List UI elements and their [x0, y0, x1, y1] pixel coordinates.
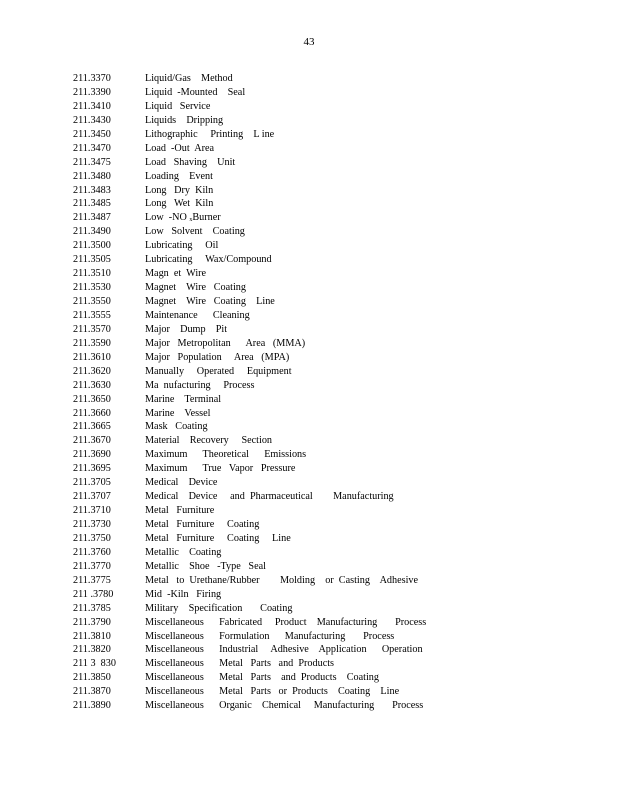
list-item [73, 156, 593, 170]
list-item [73, 184, 593, 198]
list-item [73, 588, 593, 602]
section-number: 211.3660 [73, 407, 111, 419]
list-item [73, 685, 593, 699]
defined-term: Magnet Wire Coating [145, 282, 246, 294]
defined-term: Marine Terminal [145, 393, 222, 405]
list-item [73, 225, 593, 239]
defined-term: Mid -Kiln Firing [145, 588, 222, 600]
section-number: 211.3690 [73, 449, 111, 461]
list-item [73, 602, 593, 616]
section-number: 211.3483 [73, 184, 111, 196]
section-number: 211.3670 [73, 435, 111, 447]
defined-term: Manually Operated Equipment [145, 365, 292, 377]
list-item [73, 351, 593, 365]
defined-term: Metal Furniture [145, 505, 215, 517]
list-item [73, 295, 593, 309]
defined-term: Metallic Coating [145, 546, 222, 558]
defined-term: Long Wet Kiln [145, 198, 214, 210]
list-item [73, 643, 593, 657]
section-number: 211.3790 [73, 616, 111, 628]
defined-term: Miscellaneous Industrial Adhesive Application Operation [145, 644, 423, 656]
section-number: 211.3610 [73, 351, 111, 363]
section-number: 211.3555 [73, 309, 111, 321]
section-number: 211.3710 [73, 505, 111, 517]
section-number: 211.3650 [73, 393, 111, 405]
defined-term: Liquid Service [145, 100, 211, 112]
list-item [73, 448, 593, 462]
defined-term: Long Dry Kiln [145, 184, 214, 196]
section-number: 211.3850 [73, 672, 111, 684]
list-item [73, 518, 593, 532]
defined-term: Magn et Wire [145, 268, 207, 280]
section-number: 211.3590 [73, 337, 111, 349]
section-number: 211.3490 [73, 226, 111, 238]
section-number: 211.3410 [73, 100, 111, 112]
list-item [73, 253, 593, 267]
defined-term: Miscellaneous Metal Parts and Products [145, 658, 335, 670]
defined-term: Miscellaneous Formulation Manufacturing Process [145, 630, 395, 642]
list-item [73, 393, 593, 407]
defined-term: Maximum Theoretical Emissions [145, 449, 307, 461]
list-item [73, 379, 593, 393]
defined-term: Metallic Shoe -Type Seal [145, 560, 266, 572]
list-item [73, 546, 593, 560]
list-item [73, 142, 593, 156]
section-number: 211.3760 [73, 546, 111, 558]
defined-term: Liquids Dripping [145, 114, 224, 126]
defined-term: Lubricating Oil [145, 240, 219, 252]
list-item [73, 239, 593, 253]
list-item [73, 616, 593, 630]
defined-term: Load -Out Area [145, 142, 215, 154]
list-item [73, 267, 593, 281]
definition-index-list [73, 72, 593, 713]
list-item [73, 128, 593, 142]
defined-term: Load Shaving Unit [145, 156, 236, 168]
defined-term: Maximum True Vapor Pressure [145, 463, 296, 475]
section-number: 211 .3780 [73, 588, 114, 600]
list-item [73, 434, 593, 448]
section-number: 211.3770 [73, 560, 111, 572]
section-number: 211.3475 [73, 156, 111, 168]
defined-term: Medical Device [145, 477, 218, 489]
section-number: 211.3665 [73, 421, 111, 433]
defined-term: Major Dump Pit [145, 323, 228, 335]
list-item [73, 504, 593, 518]
defined-term: Major Population Area (MPA) [145, 351, 290, 363]
section-number: 211.3620 [73, 365, 111, 377]
list-item [73, 490, 593, 504]
list-item [73, 170, 593, 184]
list-item [73, 72, 593, 86]
section-number: 211.3630 [73, 379, 111, 391]
section-number: 211.3705 [73, 477, 111, 489]
defined-term: Lubricating Wax/Compound [145, 254, 272, 266]
list-item [73, 420, 593, 434]
list-item [73, 560, 593, 574]
section-number: 211.3775 [73, 574, 111, 586]
list-item [73, 86, 593, 100]
defined-term: Military Specification Coating [145, 602, 293, 614]
defined-term: Liquid -Mounted Seal [145, 86, 246, 98]
section-number: 211.3370 [73, 73, 111, 84]
section-number: 211.3870 [73, 686, 111, 698]
section-number: 211.3810 [73, 630, 111, 642]
list-item [73, 281, 593, 295]
defined-term: Material Recovery Section [145, 435, 273, 447]
section-number: 211.3820 [73, 644, 111, 656]
list-item [73, 337, 593, 351]
defined-term: Ma nufacturing Process [145, 379, 255, 391]
list-item [73, 114, 593, 128]
defined-term: Low Solvent Coating [145, 226, 245, 238]
section-number: 211.3510 [73, 268, 111, 280]
defined-term: Loading Event [145, 170, 213, 182]
section-number: 211.3785 [73, 602, 111, 614]
list-item [73, 197, 593, 211]
defined-term: Metal to Urethane/Rubber Molding or Casting Adhesive [145, 574, 419, 586]
defined-term: Lithographic Printing L ine [145, 128, 275, 140]
defined-term: Maintenance Cleaning [145, 309, 250, 321]
defined-term: Metal Furniture Coating [145, 519, 260, 530]
defined-term: Low -NO ₓBurner [145, 212, 221, 224]
defined-term: Miscellaneous Organic Chemical Manufacturing Process [145, 700, 424, 712]
list-item [73, 309, 593, 323]
section-number: 211.3550 [73, 296, 111, 307]
defined-term: Miscellaneous Metal Parts or Products Coating Line [145, 686, 400, 698]
defined-term: Mask Coating [145, 421, 208, 433]
list-item [73, 476, 593, 490]
defined-term: Liquid/Gas Method [145, 73, 233, 84]
list-item [73, 532, 593, 546]
section-number: 211.3480 [73, 170, 111, 182]
list-item [73, 574, 593, 588]
list-item [73, 211, 593, 225]
section-number: 211.3487 [73, 212, 111, 224]
section-number: 211.3890 [73, 700, 111, 712]
section-number: 211.3570 [73, 323, 111, 335]
section-number: 211.3430 [73, 114, 111, 126]
list-item [73, 407, 593, 421]
list-item [73, 630, 593, 644]
defined-term: Major Metropolitan Area (MMA) [145, 337, 306, 349]
section-number: 211.3470 [73, 142, 111, 154]
defined-term: Miscellaneous Metal Parts and Products Coating [145, 672, 379, 684]
list-item [73, 699, 593, 713]
section-number: 211.3730 [73, 519, 111, 530]
list-item [73, 657, 593, 671]
list-item [73, 365, 593, 379]
defined-term: Miscellaneous Fabricated Product Manufacturing Process [145, 616, 427, 628]
defined-term: Marine Vessel [145, 407, 211, 419]
section-number: 211.3750 [73, 532, 111, 544]
section-number: 211.3707 [73, 491, 111, 503]
section-number: 211.3450 [73, 128, 111, 140]
section-number: 211.3530 [73, 282, 111, 294]
section-number: 211.3505 [73, 254, 111, 266]
section-number: 211.3390 [73, 86, 111, 98]
page-number: 43 [303, 36, 315, 48]
defined-term: Medical Device and Pharmaceutical Manufacturing [145, 491, 394, 503]
list-item [73, 462, 593, 476]
list-item [73, 100, 593, 114]
list-item [73, 323, 593, 337]
section-number: 211.3500 [73, 240, 111, 252]
defined-term: Metal Furniture Coating Line [145, 532, 291, 544]
section-number: 211 3 830 [73, 658, 116, 670]
section-number: 211.3485 [73, 198, 111, 210]
defined-term: Magnet Wire Coating Line [145, 296, 275, 307]
section-number: 211.3695 [73, 463, 111, 475]
list-item [73, 671, 593, 685]
